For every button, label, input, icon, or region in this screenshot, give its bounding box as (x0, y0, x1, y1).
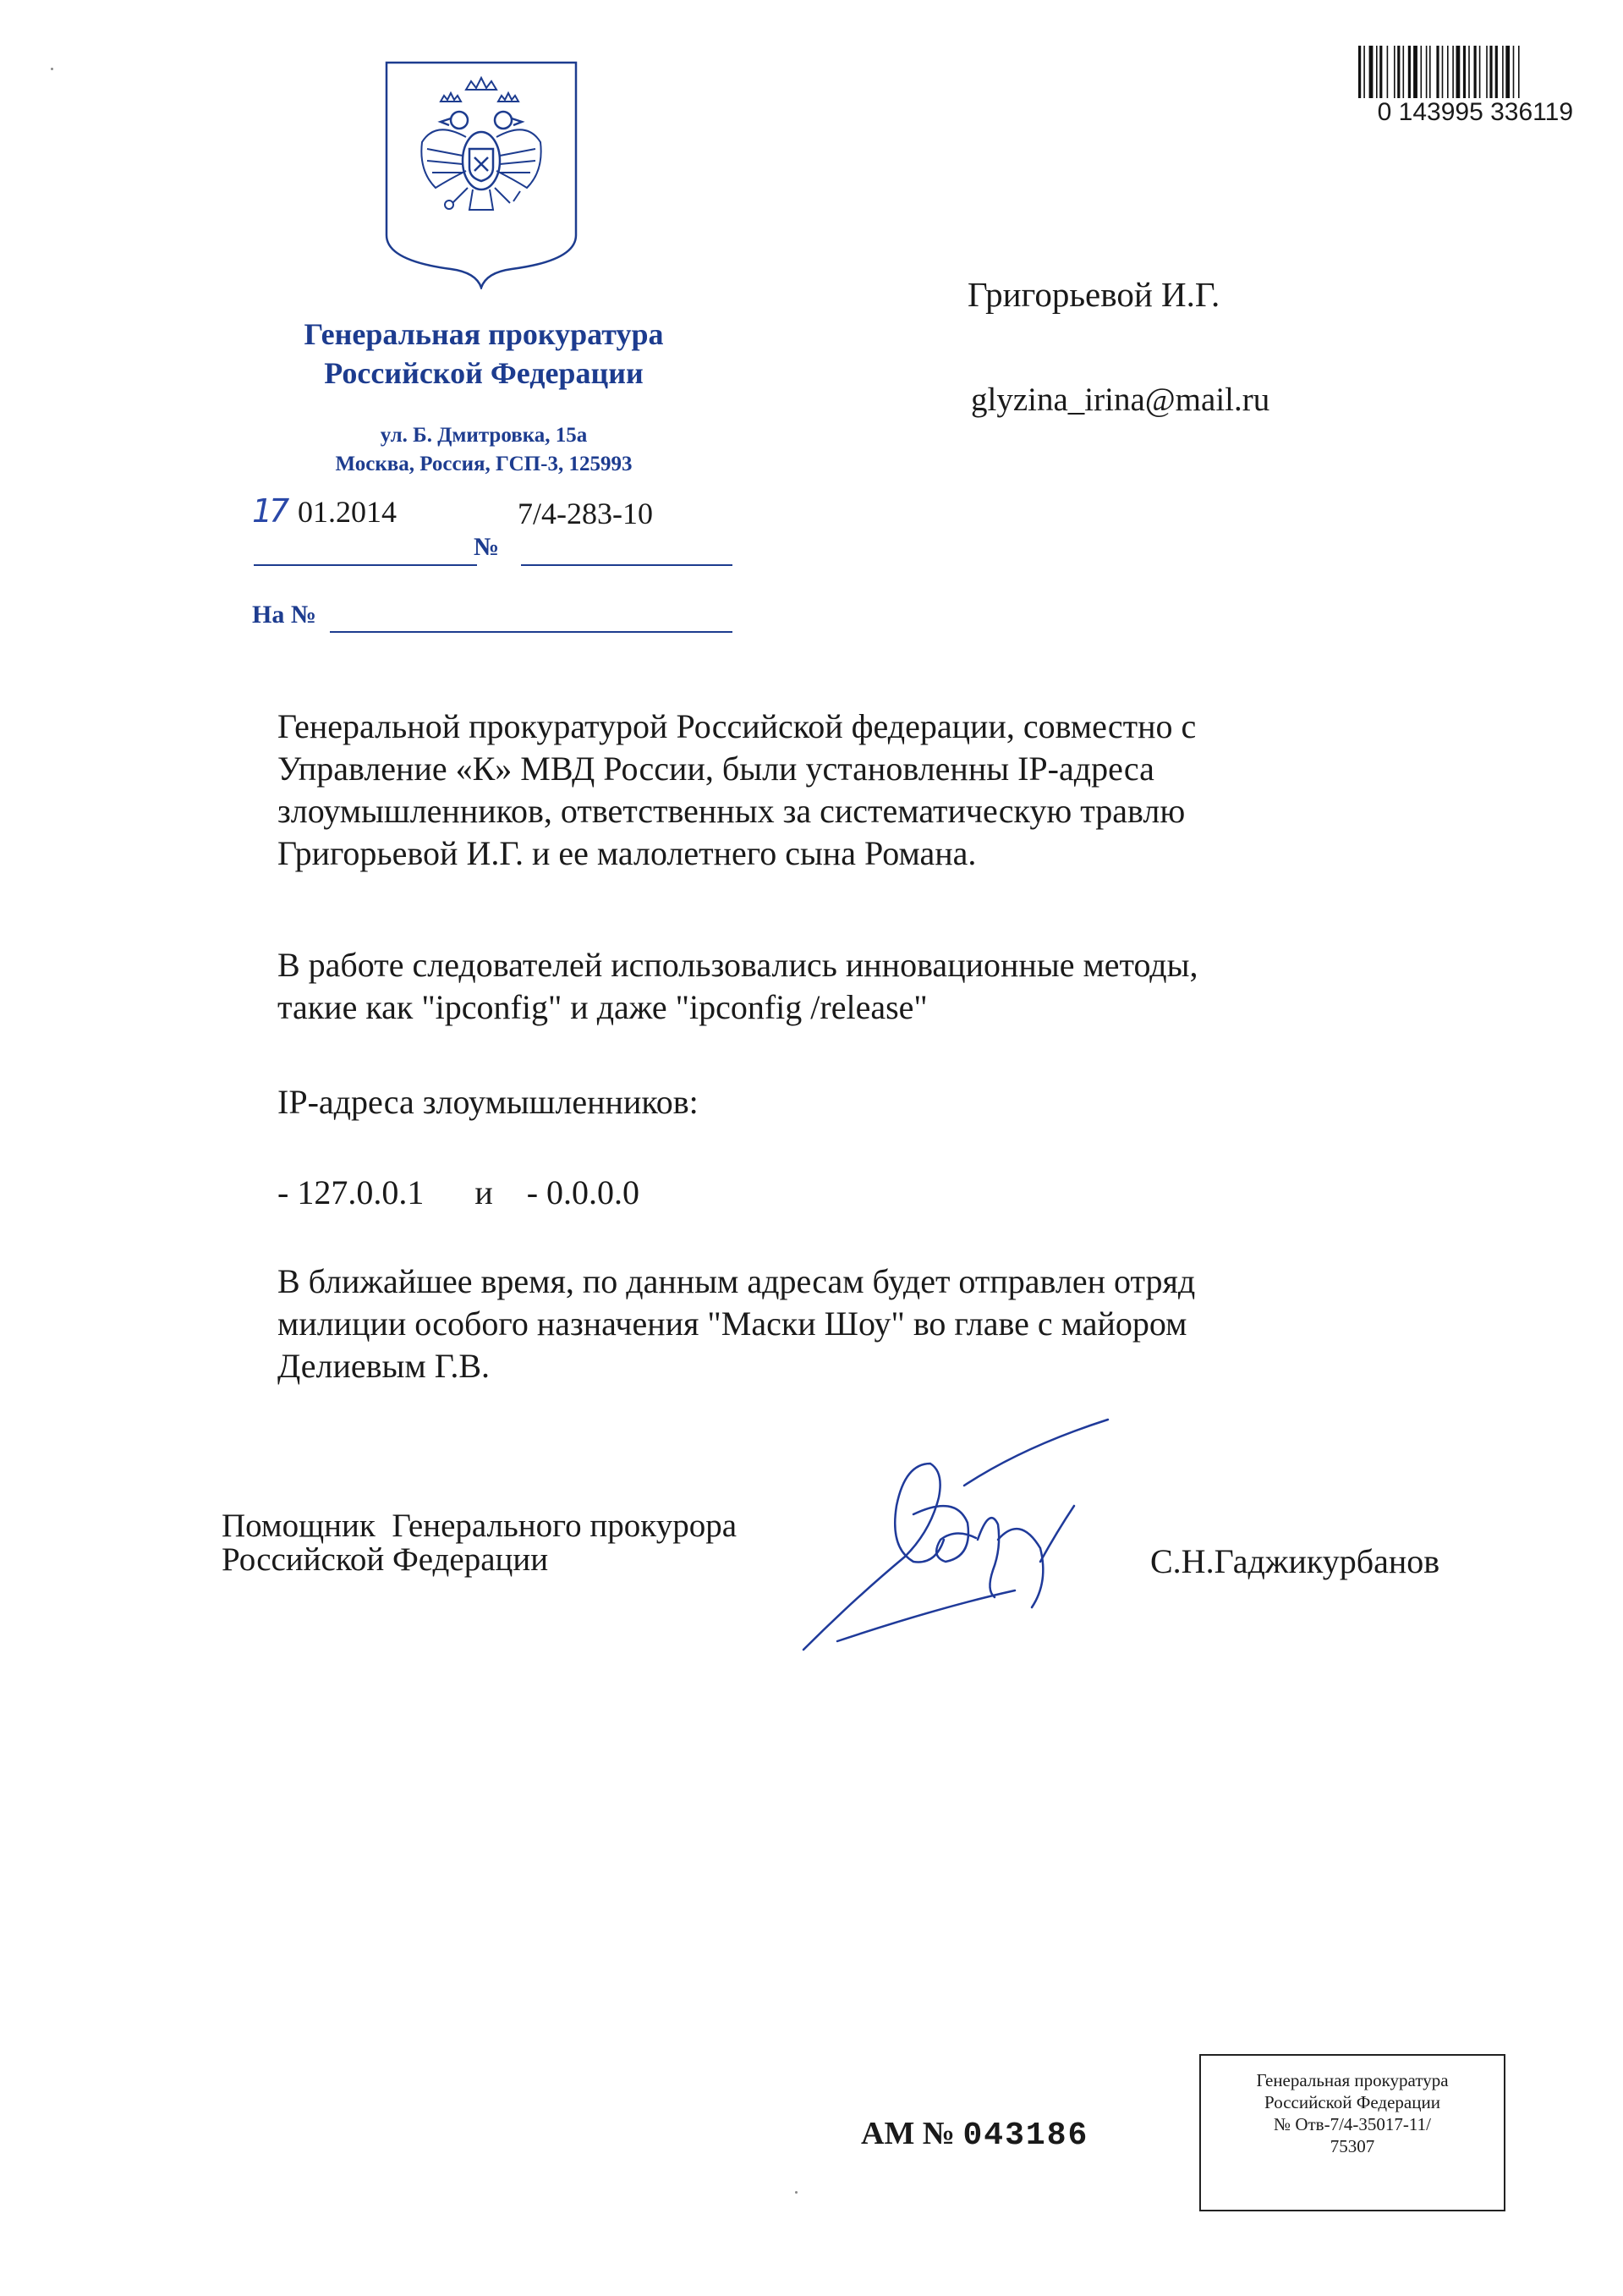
organization-address (254, 421, 714, 479)
ip-address-1: - 127.0.0.1 (277, 1173, 425, 1211)
barcode-bar (1363, 46, 1365, 98)
eagle-emblem-icon (385, 61, 578, 289)
registry-stamp (1199, 2054, 1505, 2211)
form-serial-prefix: АМ № (861, 2116, 955, 2151)
signatory-title-line2: Российской Федерации (222, 1541, 549, 1578)
barcode-bar (1387, 46, 1389, 98)
barcode-bar (1489, 46, 1492, 98)
body-paragraph-1 (277, 706, 1445, 875)
text-line: Генеральной прокуратурой Российской федерации, совместно с (277, 707, 1197, 745)
address-line2: Москва, Россия, ГСП-3, 125993 (335, 453, 633, 475)
barcode-bar (1376, 46, 1378, 98)
barcode-bar (1358, 46, 1361, 98)
barcode-bar (1408, 46, 1411, 98)
letter-date: 01.2014 (298, 495, 397, 529)
organization-name (228, 315, 739, 393)
barcode-bar (1502, 46, 1504, 98)
barcode-bar (1479, 46, 1481, 98)
barcode-bar (1474, 46, 1477, 98)
stamp-line2: Российской Федерации (1264, 2092, 1440, 2112)
barcode (1357, 46, 1575, 98)
barcode-bar (1518, 46, 1520, 98)
text-line: Григорьевой И.Г. и ее малолетнего сына Романа. (277, 834, 977, 872)
barcode-bar (1397, 46, 1400, 98)
org-name-line1: Генеральная прокуратура (304, 317, 664, 351)
barcode-bar (1394, 46, 1395, 98)
barcode-bar (1436, 46, 1439, 98)
ip-joiner: и (474, 1173, 493, 1211)
signatory-name: С.Н.Гаджикурбанов (1150, 1542, 1440, 1580)
barcode-digits: 0 143995 336119 (1377, 98, 1573, 126)
state-emblem (385, 61, 578, 289)
barcode-bar (1403, 46, 1405, 98)
barcode-bar (1442, 46, 1444, 98)
text-line: милиции особого назначения "Маски Шоу" во главе с майором (277, 1305, 1187, 1343)
scan-speck (51, 68, 53, 70)
body-paragraph-3: IP-адреса злоумышленников: (277, 1083, 699, 1121)
stamp-line1: Генеральная прокуратура (1256, 2070, 1449, 2090)
barcode-bar (1486, 46, 1488, 98)
barcode-bar (1426, 46, 1428, 98)
scan-speck (795, 2191, 798, 2194)
reply-to-underline (330, 631, 732, 633)
handwritten-day: 17 (252, 492, 287, 530)
form-serial-number (861, 2115, 1088, 2154)
barcode-bar (1429, 46, 1431, 98)
text-line: В ближайшее время, по данным адресам будет отправлен отряд (277, 1262, 1196, 1300)
text-line: Делиевым Г.В. (277, 1347, 491, 1385)
form-serial-digits: 043186 (962, 2117, 1089, 2154)
body-paragraph-2 (277, 944, 1445, 1029)
reply-to-label: На № (252, 601, 316, 629)
number-underline (521, 564, 732, 566)
text-line: такие как "ipconfig" и даже "ipconfig /release" (277, 988, 928, 1026)
barcode-bar (1447, 46, 1449, 98)
recipient-email: glyzina_irina@mail.ru (971, 382, 1270, 418)
stamp-line3: № Отв-7/4-35017-11/ (1274, 2114, 1431, 2134)
barcode-bar (1495, 46, 1498, 98)
text-line: злоумышленников, ответственных за систематическую травлю (277, 792, 1186, 830)
text-line: Управление «К» МВД России, были установленны IP-адреса (277, 750, 1154, 788)
barcode-bar (1379, 46, 1382, 98)
ip-address-line (277, 1173, 639, 1212)
recipient-name: Григорьевой И.Г. (968, 275, 1220, 314)
signatory-title-line1: Помощник Генерального прокурора (222, 1508, 737, 1544)
ip-address-2: - 0.0.0.0 (526, 1173, 640, 1211)
handwritten-signature (787, 1413, 1159, 1667)
signatory-title (222, 1509, 737, 1577)
barcode-bar (1456, 46, 1461, 98)
barcode-bar (1505, 46, 1510, 98)
barcode-bar (1421, 46, 1423, 98)
barcode-bar (1513, 46, 1515, 98)
barcode-bar (1413, 46, 1417, 98)
date-underline (254, 564, 477, 566)
barcode-bar (1468, 46, 1470, 98)
barcode-bar (1369, 46, 1374, 98)
outgoing-number: 7/4-283-10 (518, 497, 653, 530)
stamp-line4: 75307 (1330, 2136, 1375, 2156)
address-line1: ул. Б. Дмитровка, 15а (380, 424, 588, 447)
text-line: В работе следователей использовались инновационные методы, (277, 946, 1198, 984)
body-paragraph-5 (277, 1261, 1445, 1387)
number-sign: № (474, 533, 500, 561)
org-name-line2: Российской Федерации (324, 356, 644, 390)
barcode-bar (1463, 46, 1466, 98)
barcode-bar (1452, 46, 1454, 98)
